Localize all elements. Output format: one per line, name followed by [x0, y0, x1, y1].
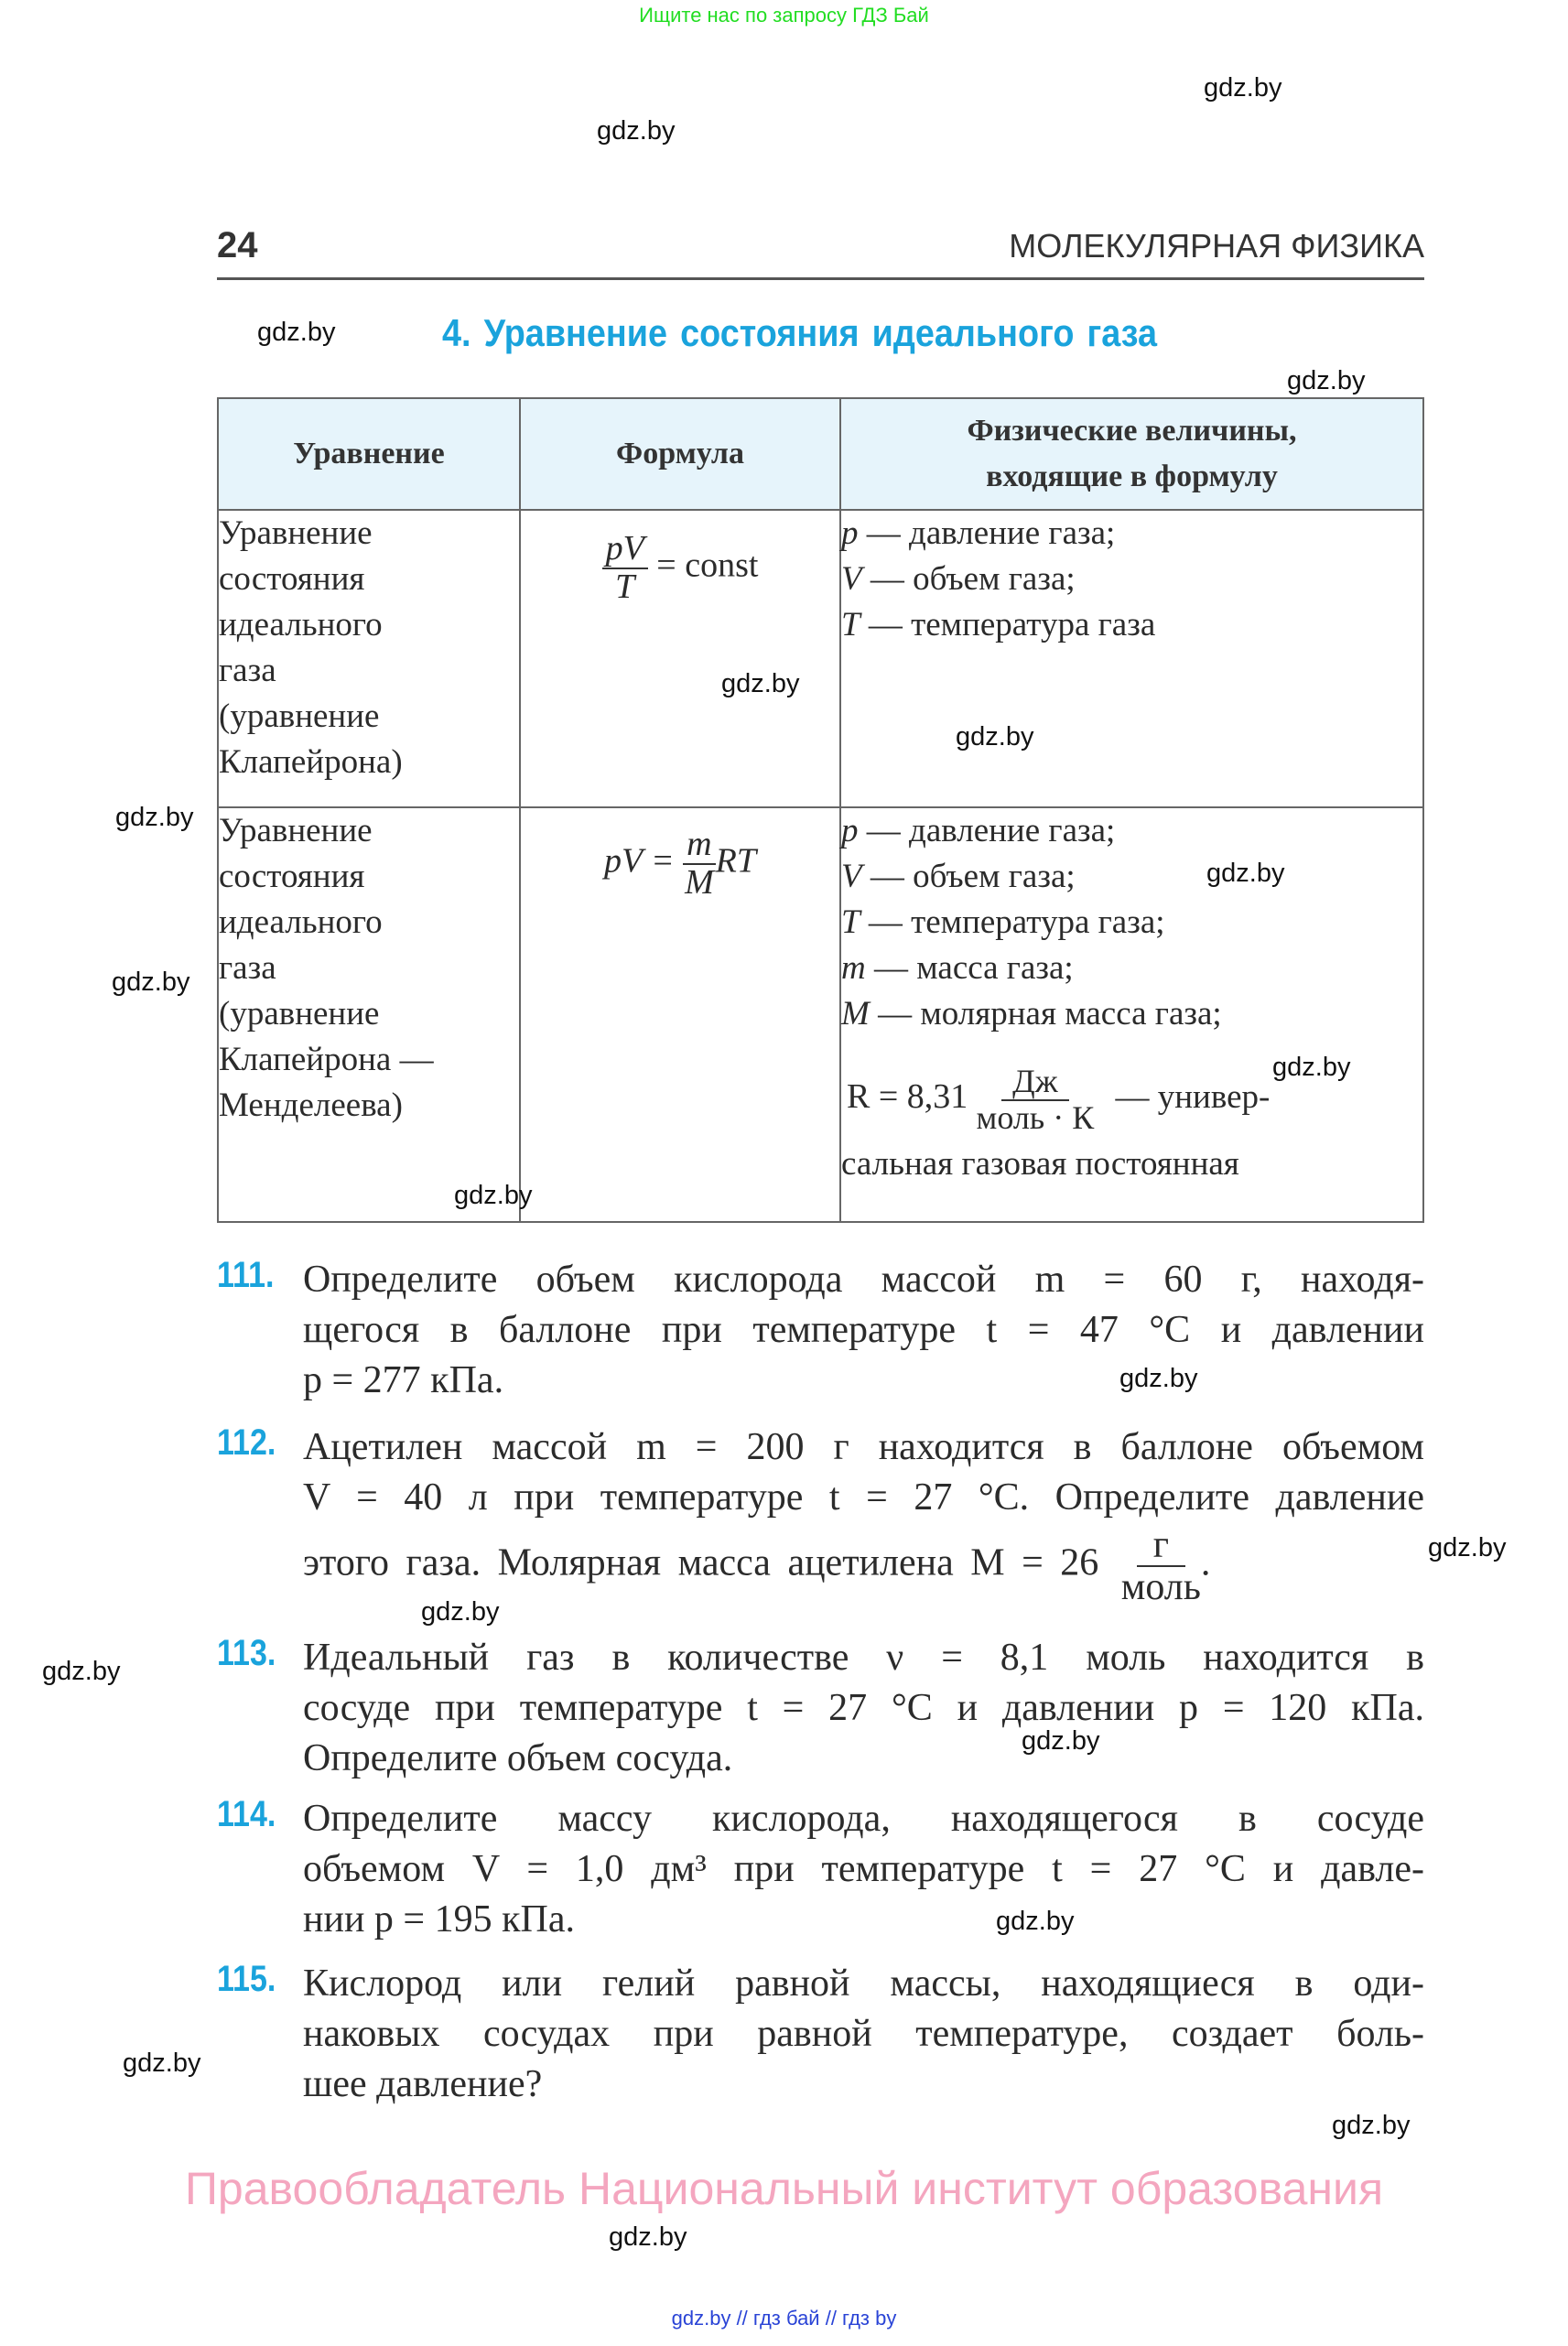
name-line: Клапейрона — [219, 1041, 434, 1078]
problem-number: 115. [217, 1959, 276, 1999]
problem-line [303, 1356, 1424, 1406]
symbol: p [841, 514, 859, 552]
line-text: Ацетилен массой m = 200 г находится в баллоне объемом [303, 1426, 1424, 1468]
line-text: Идеальный газ в количестве ν = 8,1 моль находится в [303, 1637, 1424, 1679]
name-line: Менделеева) [219, 1087, 403, 1124]
problem-line [303, 1473, 1424, 1523]
quantity [841, 511, 1422, 557]
formula-lhs: pV = [604, 841, 675, 881]
watermark: gdz.by [1428, 1533, 1507, 1562]
problem-line [303, 1734, 1424, 1784]
line-text: Определите объем кислорода массой m = 60 г, находя- [303, 1259, 1424, 1301]
name-line: идеального [219, 903, 383, 941]
description: — давление газа; [866, 514, 1116, 552]
problem-line [303, 1633, 1424, 1683]
watermark: gdz.by [454, 1181, 533, 1210]
watermark: gdz.by [421, 1597, 500, 1627]
copyright-notice: Правообладатель Национальный институт образования [184, 2163, 1384, 2214]
description: — универ- [1115, 1078, 1271, 1117]
problem-line [303, 1525, 1424, 1607]
column-header-equation: Уравнение [218, 398, 520, 510]
quantity [841, 854, 1422, 900]
watermark: gdz.by [609, 2222, 687, 2252]
fraction [602, 531, 648, 606]
watermark: gdz.by [996, 1907, 1075, 1936]
problem-line [303, 1305, 1424, 1356]
quantity [841, 808, 1422, 854]
quantity [841, 557, 1422, 602]
denominator: T [615, 567, 635, 606]
line-text: сосуде при температуре t = 27 °C и давлении p = 120 кПа. [303, 1687, 1424, 1729]
numerator: m [683, 827, 715, 865]
watermark: gdz.by [1022, 1726, 1100, 1756]
watermark: gdz.by [1204, 73, 1282, 103]
column-header-quantities [840, 398, 1423, 510]
section-title: 4. Уравнение состояния идеального газа [442, 311, 1158, 354]
symbol: T [841, 606, 860, 643]
line-text: p = 277 кПа. [303, 1359, 504, 1401]
denominator: моль [1120, 1566, 1201, 1609]
name-line: (уравнение [219, 697, 380, 735]
problem-line [303, 1255, 1424, 1305]
period: . [1200, 1541, 1211, 1584]
quantity [841, 602, 1422, 648]
name-line: газа [219, 949, 276, 987]
watermark: gdz.by [123, 2049, 201, 2078]
equation-name [218, 807, 520, 1222]
name-line: Уравнение [219, 812, 373, 849]
description: — давление газа; [866, 812, 1116, 849]
problem-number: 114. [217, 1794, 276, 1834]
line-text: объемом V = 1,0 дм³ при температуре t = 27 °C и давле- [303, 1848, 1424, 1890]
denominator: моль · К [976, 1098, 1095, 1136]
numerator: pV [602, 531, 648, 569]
name-line: Клапейрона) [219, 743, 403, 781]
problem-line [303, 1422, 1424, 1473]
gas-constant [841, 1065, 1422, 1136]
constant-lhs: R = 8,31 [847, 1077, 968, 1117]
description: — объем газа; [870, 560, 1076, 598]
name-line: газа [219, 652, 276, 689]
formula-table [217, 397, 1424, 1223]
symbol: M [841, 995, 870, 1032]
line-text: Кислород или гелий равной массы, находящиеся в оди- [303, 1962, 1424, 2005]
description: — молярная масса газа; [878, 995, 1222, 1032]
line-text: этого газа. Молярная масса ацетилена M = 26 [303, 1541, 1099, 1584]
equation-name [218, 510, 520, 807]
quantities-cell [840, 807, 1423, 1222]
line-text: V = 40 л при температуре t = 27 °C. Определите давление [303, 1476, 1424, 1519]
problem-line [303, 1959, 1424, 2009]
watermark: gdz.by [597, 116, 676, 146]
table-header-row [218, 398, 1423, 510]
page-number: 24 [217, 225, 258, 265]
name-line: состояния [219, 858, 365, 895]
footer-links[interactable]: gdz.by // гдз бай // гдз by [671, 2307, 897, 2330]
problem-115 [217, 1959, 1424, 2110]
search-hint: Ищите нас по запросу ГДЗ Бай [639, 4, 929, 27]
watermark: gdz.by [257, 318, 336, 347]
problem-114 [217, 1794, 1424, 1945]
problem-number: 111. [217, 1255, 275, 1295]
watermark: gdz.by [1272, 1053, 1351, 1082]
problem-113 [217, 1633, 1424, 1784]
header-line: входящие в формулу [986, 459, 1278, 493]
mendeleev-clapeyron-formula [521, 827, 839, 902]
quantities-cell [840, 510, 1423, 807]
problem-line [303, 1895, 1424, 1945]
problem-112 [217, 1422, 1424, 1607]
line-text: шее давление? [303, 2063, 543, 2105]
unit-fraction [1121, 1525, 1201, 1607]
quantity [841, 991, 1422, 1037]
symbol: V [841, 858, 862, 895]
name-line: идеального [219, 606, 383, 643]
name-line: состояния [219, 560, 365, 598]
problem-line [303, 2060, 1424, 2110]
numerator: г [1137, 1525, 1185, 1567]
column-header-formula: Формула [520, 398, 840, 510]
quantity [841, 946, 1422, 991]
problem-number: 113. [217, 1633, 276, 1673]
watermark: gdz.by [112, 968, 190, 997]
watermark: gdz.by [1206, 859, 1285, 888]
header-line: Физические величины, [967, 414, 1297, 448]
description: — масса газа; [873, 949, 1074, 987]
name-line: Уравнение [219, 514, 373, 552]
watermark: gdz.by [1119, 1364, 1198, 1393]
fraction [977, 1065, 1095, 1136]
symbol: T [841, 903, 860, 941]
line-text: Определите массу кислорода, находящегося в сосуде [303, 1798, 1424, 1840]
problem-line [303, 1683, 1424, 1734]
symbol: m [841, 949, 866, 987]
formula-cell [520, 807, 840, 1222]
symbol: V [841, 560, 862, 598]
description: — температура газа; [868, 903, 1165, 941]
problem-number: 112. [217, 1422, 276, 1463]
numerator: Дж [1001, 1065, 1068, 1101]
watermark: gdz.by [956, 722, 1034, 751]
problem-line [303, 1794, 1424, 1844]
line-text: наковых сосудах при равной температуре, создает боль- [303, 2013, 1424, 2055]
line-text: щегося в баллоне при температуре t = 47 °C и давлении [303, 1309, 1424, 1351]
formula-rhs: = const [656, 546, 759, 585]
watermark: gdz.by [115, 803, 194, 832]
watermark: gdz.by [1287, 366, 1366, 395]
fraction [683, 827, 715, 902]
line-text: нии p = 195 кПа. [303, 1898, 575, 1941]
problem-line [303, 2009, 1424, 2060]
formula-cell [520, 510, 840, 807]
watermark: gdz.by [721, 669, 800, 698]
problem-111 [217, 1255, 1424, 1406]
description: — температура газа [868, 606, 1156, 643]
formula-rhs: RT [715, 841, 756, 881]
table-row [218, 807, 1423, 1222]
quantity [841, 900, 1422, 946]
clapeyron-formula [521, 531, 839, 606]
header-divider [217, 277, 1424, 280]
denominator: M [685, 862, 714, 902]
description: — объем газа; [870, 858, 1076, 895]
description: сальная газовая постоянная [841, 1144, 1239, 1183]
watermark: gdz.by [1332, 2111, 1411, 2140]
problem-line [303, 1844, 1424, 1895]
line-text: Определите объем сосуда. [303, 1737, 733, 1779]
running-title: МОЛЕКУЛЯРНАЯ ФИЗИКА [1009, 227, 1424, 265]
symbol: p [841, 812, 859, 849]
name-line: (уравнение [219, 995, 380, 1032]
table-row [218, 510, 1423, 807]
watermark: gdz.by [42, 1657, 121, 1686]
